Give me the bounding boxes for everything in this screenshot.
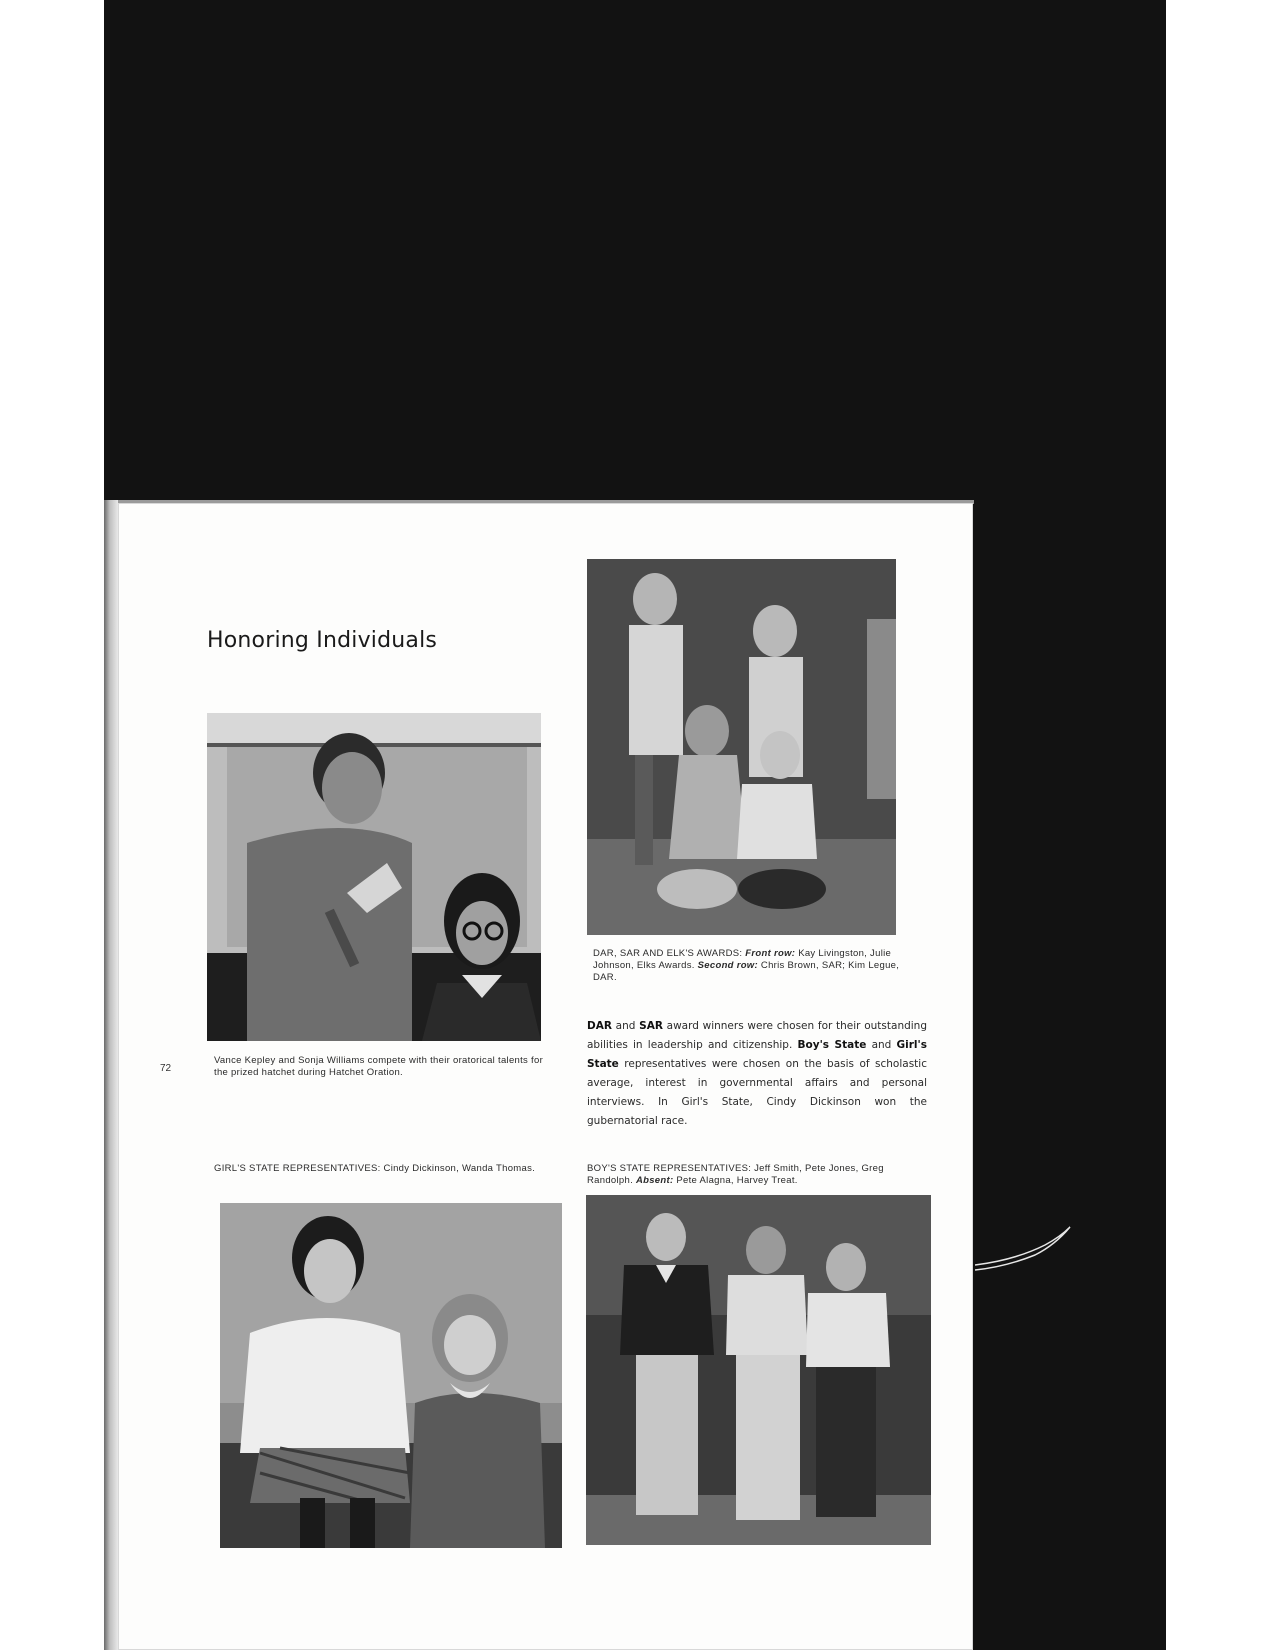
body-sar: SAR [639, 1020, 663, 1032]
awards-caption-lead: DAR, SAR AND ELK'S AWARDS: [593, 948, 746, 959]
awards-caption-front-label: Front row: [745, 948, 796, 959]
body-and-1: and [611, 1020, 640, 1032]
awards-caption-second-label: Second row: [697, 960, 758, 971]
body-and-2: and [866, 1039, 897, 1051]
body-text-1: award winners were chosen for their outstanding abilities in leadership and citizenship. [587, 1020, 927, 1051]
hatchet-photo-drawing [207, 713, 541, 1041]
body-text-2: representatives were chosen on the basis of scholastic average, interest in governmental affairs and personal interviews. In Girl's State, Cindy Dickinson won the gubernatorial race. [587, 1058, 927, 1127]
page-title: Honoring Individuals [207, 628, 438, 653]
girls-state-caption: GIRL'S STATE REPRESENTATIVES: Cindy Dickinson, Wanda Thomas. [214, 1163, 536, 1174]
pencil-scribble-mark [975, 1225, 1075, 1275]
hatchet-photo-caption: Vance Kepley and Sonja Williams compete with their oratorical talents for the prized hatchet during Hatchet Oration. [214, 1055, 544, 1078]
body-boys-state: Boy's State [797, 1039, 867, 1051]
boys-state-caption-absent-names: Pete Alagna, Harvey Treat. [673, 1175, 798, 1186]
body-paragraph [587, 1017, 927, 1131]
girls-state-photo-drawing [220, 1203, 562, 1548]
body-girls-state: Girl's State [587, 1039, 927, 1070]
body-dar: DAR [587, 1020, 612, 1032]
boys-state-photo-drawing [586, 1195, 931, 1545]
boys-state-caption-absent-label: Absent: [635, 1175, 674, 1186]
awards-caption-second-names: Chris Brown, SAR; Kim Legue, DAR. [593, 960, 900, 983]
awards-group-photo [587, 559, 896, 935]
page-number: 72 [160, 1063, 172, 1074]
awards-caption-front-names: Kay Livingston, Julie Johnson, Elks Awards. [593, 948, 892, 971]
awards-photo-drawing [587, 559, 896, 935]
boys-state-caption [587, 1163, 927, 1187]
hatchet-oration-photo [207, 713, 541, 1041]
dark-right-strip [972, 500, 1166, 1650]
boys-state-photo [586, 1195, 931, 1545]
boys-state-caption-lead: BOY'S STATE REPRESENTATIVES: Jeff Smith, Pete Jones, Greg Randolph. [587, 1163, 884, 1186]
girls-state-photo [220, 1203, 562, 1548]
paper-left-edge [104, 500, 118, 1650]
awards-photo-caption [593, 948, 923, 984]
